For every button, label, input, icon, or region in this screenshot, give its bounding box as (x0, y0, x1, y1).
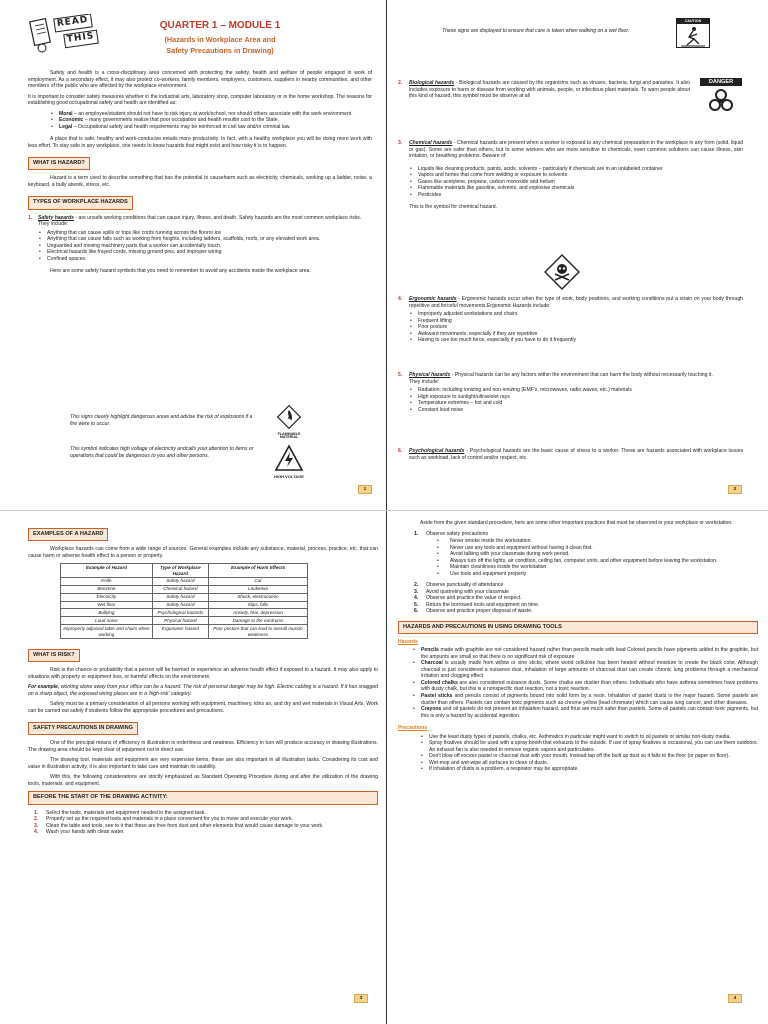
list-item: • Improperly adjusted workstations and chairs (409, 311, 743, 318)
symbols-intro: Here are some safety hazard symbols that you need to remember to avoid any accidents inside the workplace area. (50, 268, 311, 275)
page-4 (398, 520, 758, 1020)
table-row: Knife Safety hazard Cut (61, 577, 308, 585)
list-item: 5. Return the borrowed tools and equipment on time. (414, 601, 540, 608)
list-item: • Confined spaces. (38, 256, 372, 263)
risk-paragraph-1: Risk is the chance or probability that a person will be harmed or experience an adverse health effect if exposed to a hazard. It may also apply to situations with property or equipment loss, or harmful effects on the environment. (28, 667, 378, 680)
page-2 (398, 14, 758, 504)
list-item: • Never smoke inside the workstation. (436, 538, 758, 545)
precautions-paragraph-3: With this, the following considerations are strictly emphasized as Standard Operating Procedure during and after the utilization of the drawing tools, materials, and equipment. (28, 774, 378, 787)
list-item: • Crayons and oil pastels do not present an inhalation hazard, and thus are much safer than pastels. Some oil pastels can contain toxic pigments, but this is only a hazard by accidental ingestion. (412, 706, 758, 719)
list-item: • Poor posture (409, 324, 743, 331)
ergonomic-hazards-list (409, 311, 743, 344)
list-item: 2. Observe punctuality of attendance (414, 582, 504, 589)
list-item: • Colored chalks are also considered nuisance dusts. Some chalks are dustier than others. Individuals who have asthma sometimes have problems with dusty chalk, but this is a nonspecific dust reaction, not a toxic reaction. (412, 680, 758, 693)
page-3 (28, 520, 378, 1020)
safety-hazards-list (38, 230, 372, 263)
list-item: • Don't blow off excess pastel or charcoal dust with your mouth. Instead tap off the built up dust so it falls to the floor (or paper on floor). (420, 753, 758, 760)
list-item: • High exposure to sunlight/ultraviolet rays (409, 394, 743, 401)
chemical-symbol-caption: This is the symbol for chemical hazard. (409, 204, 498, 211)
intro-paragraph-2: It is important to consider safety measures whether in the industrial arts, laboratory shop, computer laboratory or in the home workshop. The reasons for establishing good occupational safety and health are identified as: (28, 93, 372, 107)
high-voltage-sign: HIGH VOLTAGE (268, 444, 310, 479)
drawing-precautions-list (420, 734, 758, 773)
list-item: • Charcoal is usually made from willow or vine sticks, where wood cellulose has been heated without moisture to create the black color. Although charcoal is just considered a nuisance dust, inhalation of large amounts of charcoal dust can create chronic lung problems through a mechanical irritation and clogging effect (412, 660, 758, 680)
reason-item: • Legal – Occupational safety and health requirements may be reinforced in civil law and/or criminal law. (50, 124, 372, 131)
reason-item: • Moral – an employee/student should not have to risk injury at work/school, nor should others associate with the work environment. (50, 111, 372, 118)
risk-example-paragraph: For example, working alone away from your office can be a hazard. The risk of personal danger may be high. Electric cabling is a hazard. If it has snagged on a sharp object, the exposed wiring places are in a 'high-risk' category. (28, 684, 378, 697)
symbol-1-caption: This signs clearly highlight dangerous areas and advise the risk of explosions if a fire were to occur. (70, 414, 253, 427)
page-number: 2 (728, 485, 742, 494)
safety-hazards-item: 1. Safety hazards - are unsafe working conditions that can cause injury, illness, and death. Safety hazards are the most common workplace risks. They include: (28, 214, 362, 228)
page-number: 4 (728, 994, 742, 1003)
drawing-hazards-list (412, 647, 758, 719)
what-is-risk-heading: WHAT IS RISK? (28, 649, 80, 662)
list-item: • Gases like acetylene, propane, carbon monoxide and helium (409, 179, 743, 186)
what-is-hazard-heading: WHAT IS HAZARD? (28, 157, 90, 170)
list-item: 2. Properly set up the required tools and materials in a place convenient for you to move and execute your work. (34, 816, 293, 823)
hazard-examples-table (60, 563, 308, 639)
physical-hazards-list (409, 387, 743, 413)
list-item: 1. Observe safety precautions • Never smoke inside the workstation. • Never use any tools and equipment without having it clean first. • Avoid talking with your classmate during work period. • Always turn off the lights, air condition, ceiling fan, computer units, and other equipment before leaving the workstation. • Maintain cleanliness inside the workstation • Use tools and equipment properly (412, 531, 758, 578)
list-item: • Anything that can cause falls such as working from heights, including ladders, scaffolds, roofs, or any elevated work area. (38, 236, 372, 243)
table-row: Loud noise Physical hazard Damage to the eardrums (61, 617, 308, 625)
hazard-definition: Hazard is a term used to describe something that has the potential to causeharm such as electricity, chemicals, working up a ladder, noise, a keyboard, a bully atwork, stress, etc. (28, 175, 372, 188)
reason-item: • Economic – many governments realize that poor occupation and health resultin cost to the State. (50, 117, 372, 124)
before-drawing-list (32, 810, 378, 836)
page-1 (28, 14, 378, 504)
safety-precautions-heading: SAFETY PRECAUTIONS IN DRAWING (28, 722, 138, 735)
hazards-subheading: Hazards (398, 638, 418, 645)
list-item: 1. Select the tools, materials and equipment needed in the assigned task. (34, 809, 206, 816)
read-this-logo (28, 14, 108, 56)
list-item: • Flammable materials like gasoline, solvents, and explosive chemicals (409, 185, 743, 192)
list-item: • Awkward movements, especially if they are repetitive (409, 331, 743, 338)
examples-heading: EXAMPLES OF A HAZARD (28, 528, 108, 541)
risk-paragraph-3: Safety must be a primary consideration of all persons working with equipment, machinery, kilns an, and dry and wet materials in Visual Arts. Work can be carried out safely if students follow the appropriate procedures and precautions. (28, 701, 378, 714)
table-row: Benzene Chemical hazard Leukemia (61, 585, 308, 593)
chemical-hazards-list (409, 166, 743, 199)
list-item: 6. Observe and practice proper disposal of waste. (414, 608, 533, 615)
list-item: • Pesticides (409, 192, 743, 199)
precautions-subheading: Precautions (398, 725, 428, 732)
before-drawing-heading: BEFORE THE START OF THE DRAWING ACTIVITY: (28, 791, 378, 804)
chemical-hazards-item: 3. Chemical hazards - Chemical hazards are present when a worker is exposed to any chemical preparation in the workplace in any form (solid, liquid or gas). Some are safer than others, but to some workers who are more sensitive to chemicals, even common solutions can cause illness, skin irritation, or breathing problems. Beware of: (398, 140, 743, 160)
list-item: • Pastel sticks and pencils consist of pigments bound into solid form by a resin. Inhalation of pastel dusts is the major hazard. Some pastels are dustier than others. Pastels can contain toxic pigments such as chrome yellow (lead chromate) which can cause lung cancer, and other diseases. (412, 693, 758, 706)
list-item: • Wet-mop and wet-wipe all surfaces to clean of dusts. (420, 760, 758, 767)
list-item: • Pencils made with graphite are not considered hazard rather than pencils made with lead Colored pencils have pigments added to the graphite, but the amounts are small so that there is no significant risk of exposure (412, 647, 758, 660)
reasons-list (50, 111, 372, 131)
list-item: • Spray fixatives should be used with a spray booth that exhausts to the outside. If use of spray fixatives is occasional, you can use them outdoors. An exhaust fan is also needed to remove organic vapors and particulates. (420, 740, 758, 753)
list-item: • Use tools and equipment properly (436, 571, 758, 578)
page-divider-horizontal (0, 510, 768, 511)
page-subtitle-2: Safety Precautions in Drawing) (166, 46, 274, 56)
examples-paragraph: Workplace hazards can come from a wide range of sources. General examples include any substance, material, process, practice, etc. that can cause harm or adverse health effect to a person or property. (28, 546, 378, 559)
logo-word-2: THIS (63, 30, 98, 48)
list-item: • Temperature extremes – hot and cold (409, 400, 743, 407)
table-row: Bullying Psychological hazards Anxiety, fear, depression (61, 609, 308, 617)
physical-include-label: They include: (409, 378, 440, 385)
biological-hazards-item: 2. Biological hazards - Biological hazards are caused by the organisms such as viruses, bacteria, fungi and parasites. It also includes exposure to harm or disease from working with animals, people, or infectious plant materials. To warn people about this kind of hazard, this symbol must be observe at all (398, 80, 690, 100)
caution-caption: These signs are displayed to ensure that care is taken when walking on a wet floor. (442, 28, 630, 34)
list-item: • Always turn off the lights, air condition, ceiling fan, computer units, and other equipment before leaving the workstation. (436, 558, 758, 565)
practices-list (412, 531, 758, 615)
physical-hazards-item: 5. Physical hazards - Physical hazards can be any factors within the environment that can harm the body without necessarily touching it. (398, 372, 713, 378)
symbol-2-caption: This symbol indicates high voltage of electricity andcalls your attention to items or operations that could be dangerous to you and other persons. (70, 446, 254, 459)
list-item: • Vapors and fumes that come from welding or exposure to solvents (409, 172, 743, 179)
list-item: • Having to use too much force, especially if you have to do it frequently (409, 337, 743, 344)
logo-word-1: READ (53, 14, 92, 32)
list-item: • Use the least dusty types of pastels, chalks, etc. Asthmatics in particular might want to switch to oil pastels or similar non-dusty media. (420, 734, 758, 741)
table-header: Type of Workplace Hazard (152, 564, 208, 578)
list-item: • Constant loud noise (409, 407, 743, 414)
list-item: • Liquids like cleaning products, paints, acids, solvents – particularly if chemicals are in an unlabeled container (409, 166, 743, 173)
page-number: 3 (354, 994, 368, 1003)
page-divider-vertical (386, 0, 387, 1024)
flammable-sign: FLAMMABLE MATERIAL (274, 404, 304, 440)
biohazard-icon (706, 86, 736, 114)
biohazard-sign: DANGER (700, 78, 742, 117)
page-title: QUARTER 1 – MODULE 1 (159, 20, 281, 31)
table-row: Wet floor Safety hazard Slips, falls (61, 601, 308, 609)
list-item: • Anything that can cause spills or trips like cords running across the flooror ice (38, 230, 372, 237)
table-row: Electricity Safety hazard Shock, electrocution (61, 593, 308, 601)
wet-floor-icon (677, 24, 709, 48)
drawing-tools-heading: HAZARDS AND PRECAUTIONS IN USING DRAWING TOOLS (398, 621, 758, 634)
page-number: 1 (358, 485, 372, 494)
safety-precautions-sublist (436, 538, 758, 577)
list-item: 3. Clean the table and tools, see to it that these are free from dust and other elements that would cause damage to your work. (34, 822, 324, 829)
list-item: 4. Wash your hands with clean water. (34, 829, 125, 836)
list-item: • If inhalation of dusts is a problem, a respirator may be appropriate. (420, 766, 758, 773)
list-item: • Never use any tools and equipment without having it clean first. (436, 545, 758, 552)
caution-sign: CAUTION (676, 18, 710, 48)
chemical-hazard-sign (542, 252, 582, 295)
skull-crossbones-icon (542, 252, 582, 292)
list-item: 4. Observe and practice the value of respect. (414, 595, 522, 602)
psychological-hazards-item: 6. Psychological hazards - Psychological hazards are the basic cause of stress to a worker. These are hazards associated with workplace issues such as workload, lack of control and/or respect, etc. (398, 448, 743, 461)
high-voltage-icon (274, 444, 304, 472)
list-item: • Maintain cleanliness inside the workstation (436, 564, 758, 571)
flammable-icon (276, 404, 302, 430)
list-item: • Frequent lifting (409, 318, 743, 325)
list-item: 3. Avoid quarreling with your classmate (414, 588, 509, 595)
list-item: • Radiation: including ionizing and non-ionizing (EMF's, microwaves, radio waves, etc.) materials (409, 387, 743, 394)
list-item: • Unguarded and moving machinery parts that a worker can accidentally touch. (38, 243, 372, 250)
list-item: • Avoid talking with your classmate during work period. (436, 551, 758, 558)
intro-paragraph-3: A place that is safe, healthy and work-conducive entails more productivity. In fact, with a healthy workplace you will be doing more work with less effort. To stay safe in any workplace, one needs to know hazards that might exist and how risky it is to happen. (28, 136, 372, 149)
table-header: Example of Hazard (61, 564, 153, 578)
precautions-paragraph-2: The drawing tool, materials and equipment are very expensive items, these are also important in all illustration tasks. Considering its cost and value in illustration activity, it is also important to take care and maintain its usability. (28, 757, 378, 770)
list-item: • Electrical hazards like frayed cords, missing ground pins, and improper wiring (38, 249, 372, 256)
ergonomic-hazards-item: 4. Ergonomic hazards - Ergonomic hazards occur when the type of work, body positions, and working conditions put a strain on your body through repetitive and forceful movements.Ergonomic Hazards include: (398, 296, 743, 309)
page-subtitle-1: (Hazards in Workplace Area and (164, 34, 276, 44)
aside-paragraph: Aside from the given standard procedure, here are some other important practices that must be observed in your workplace or workstation. (420, 520, 733, 526)
precautions-paragraph-1: One of the principal means of efficiency in illustration is orderliness and neatness. Efficiency in turn will produce accuracy in drawing illustrations. The drawing area should be kept clear of equipment not in direct use. (28, 740, 378, 753)
table-row: Improperly adjusted table and chairs when working Ergonomic hazard Poor posture that can lead to overall muscle weakness (61, 625, 308, 639)
table-header-row (61, 564, 308, 578)
table-header: Example of Harm Effects (209, 564, 308, 578)
intro-paragraph-1: Safety and health is a cross-disciplinary area concerned with protecting the safety, health and welfare of people engaged in work of employment. As a secondary effect, it may also protect co-workers, family members, employers, customers, suppliers in nearby communities, and other members of the public who are affected by the workplace environment. (28, 70, 372, 90)
types-heading: TYPES OF WORKPLACE HAZARDS (28, 196, 133, 209)
